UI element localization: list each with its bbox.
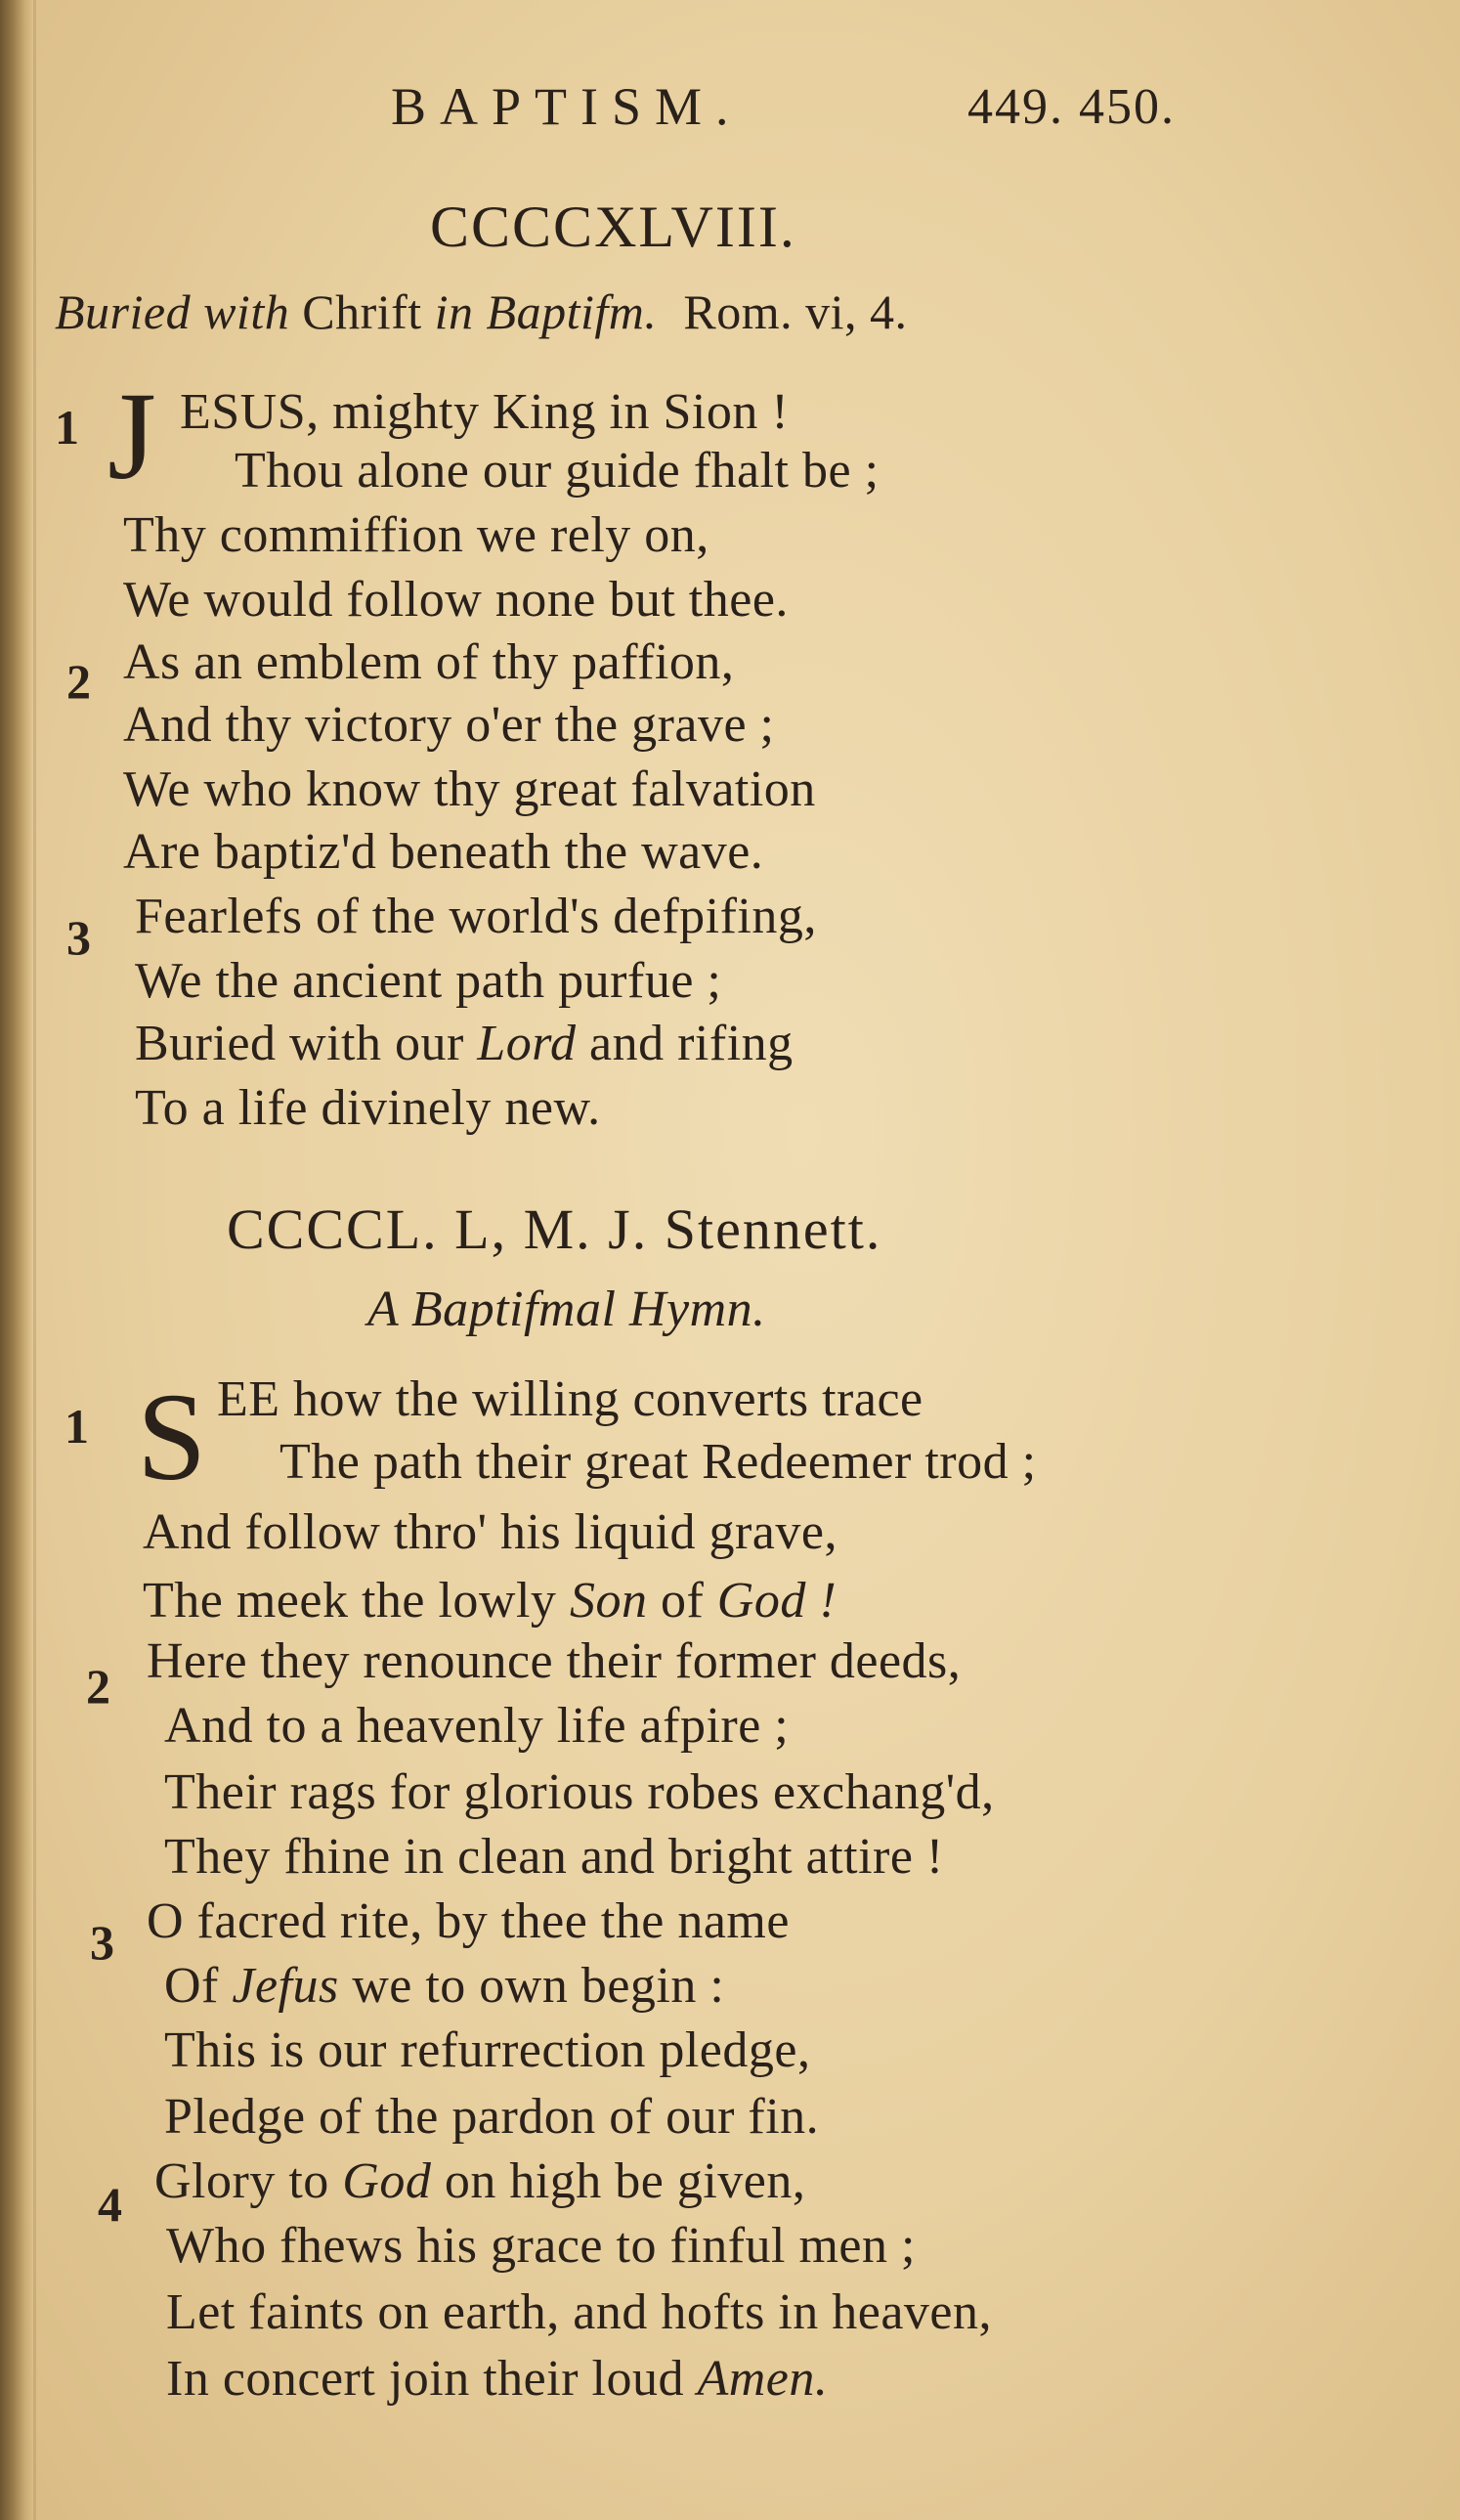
verse-line bbox=[135, 1016, 794, 1071]
verse-number: 1 bbox=[55, 400, 79, 455]
verse-line bbox=[166, 2351, 829, 2407]
verse-line: We who know thy great falvation bbox=[123, 761, 816, 817]
verse-line bbox=[143, 1573, 837, 1629]
hymn-number-1: CCCCXLVIII. bbox=[430, 195, 796, 259]
verse-text-italic: Son bbox=[569, 1573, 648, 1629]
verse-number: 1 bbox=[64, 1399, 89, 1454]
verse-line: We would follow none but thee. bbox=[123, 572, 789, 628]
verse-number: 2 bbox=[86, 1659, 110, 1714]
verse-text: In concert join their loud bbox=[166, 2351, 684, 2407]
verse-text: of bbox=[660, 1573, 705, 1629]
subtitle-italic-1: Buried with bbox=[55, 284, 290, 339]
drop-cap: S bbox=[137, 1368, 207, 1506]
verse-text-italic: Lord bbox=[477, 1016, 577, 1071]
verse-number: 4 bbox=[98, 2177, 122, 2232]
subtitle-italic-2: in Baptifm. bbox=[434, 284, 658, 339]
verse-line: We the ancient path purfue ; bbox=[135, 953, 722, 1009]
verse-line: This is our refurrection pledge, bbox=[164, 2022, 811, 2078]
verse-line: Let faints on earth, and hofts in heaven, bbox=[166, 2284, 993, 2340]
verse-line: Here they renounce their former deeds, bbox=[147, 1633, 962, 1689]
verse-line bbox=[164, 1958, 725, 2014]
verse-line: And thy victory o'er the grave ; bbox=[123, 697, 775, 753]
verse-text: Of bbox=[164, 1958, 219, 2014]
hymn-title-2: A Baptifmal Hymn. bbox=[367, 1282, 766, 1337]
verse-text: on high be given, bbox=[444, 2153, 806, 2209]
verse-text: The meek the lowly bbox=[143, 1573, 557, 1629]
verse-line: EE how the willing converts trace bbox=[217, 1371, 923, 1427]
verse-text: and rifing bbox=[589, 1016, 794, 1071]
verse-line: Thou alone our guide fhalt be ; bbox=[235, 443, 880, 499]
verse-line: Are baptiz'd beneath the wave. bbox=[123, 824, 764, 880]
verse-line: Who fhews his grace to finful men ; bbox=[166, 2218, 916, 2274]
page-gutter bbox=[0, 0, 33, 2520]
verse-line: O facred rite, by thee the name bbox=[147, 1893, 790, 1949]
verse-line: To a life divinely new. bbox=[135, 1080, 601, 1136]
verse-number: 2 bbox=[66, 654, 91, 709]
verse-line: They fhine in clean and bright attire ! bbox=[164, 1829, 944, 1885]
verse-line: Fearlefs of the world's defpifing, bbox=[135, 889, 817, 944]
verse-line: ESUS, mighty King in Sion ! bbox=[180, 384, 790, 440]
verse-line: Thy commiffion we rely on, bbox=[123, 507, 709, 563]
gutter-shadow bbox=[33, 0, 36, 2520]
verse-text-italic: Jefus bbox=[232, 1958, 339, 2014]
verse-text: we to own begin : bbox=[352, 1958, 725, 2014]
verse-line: And to a heavenly life afpire ; bbox=[164, 1698, 790, 1754]
hymn-subtitle-1 bbox=[55, 284, 908, 339]
verse-text-italic: God bbox=[342, 2153, 432, 2209]
page-numbers: 449. 450. bbox=[967, 79, 1176, 135]
subtitle-roman: Chrift bbox=[302, 284, 422, 339]
verse-text-italic: Amen. bbox=[697, 2351, 829, 2407]
verse-line: And follow thro' his liquid grave, bbox=[143, 1504, 837, 1560]
hymn-heading-2: CCCCL. L, M. J. Stennett. bbox=[227, 1197, 882, 1261]
verse-number: 3 bbox=[66, 910, 91, 965]
verse-text-italic: God ! bbox=[716, 1573, 837, 1629]
verse-line: Their rags for glorious robes exchang'd, bbox=[164, 1764, 995, 1820]
verse-line: The path their great Redeemer trod ; bbox=[279, 1434, 1037, 1490]
subtitle-ref: Rom. vi, 4. bbox=[683, 284, 908, 339]
verse-text: Buried with our bbox=[135, 1016, 464, 1071]
verse-text: Glory to bbox=[154, 2153, 329, 2209]
drop-cap: J bbox=[107, 367, 156, 505]
running-title: BAPTISM. bbox=[391, 77, 743, 136]
verse-line bbox=[154, 2153, 806, 2209]
verse-number: 3 bbox=[90, 1915, 114, 1970]
verse-line: Pledge of the pardon of our fin. bbox=[164, 2089, 820, 2145]
verse-line: As an emblem of thy paffion, bbox=[123, 634, 735, 690]
